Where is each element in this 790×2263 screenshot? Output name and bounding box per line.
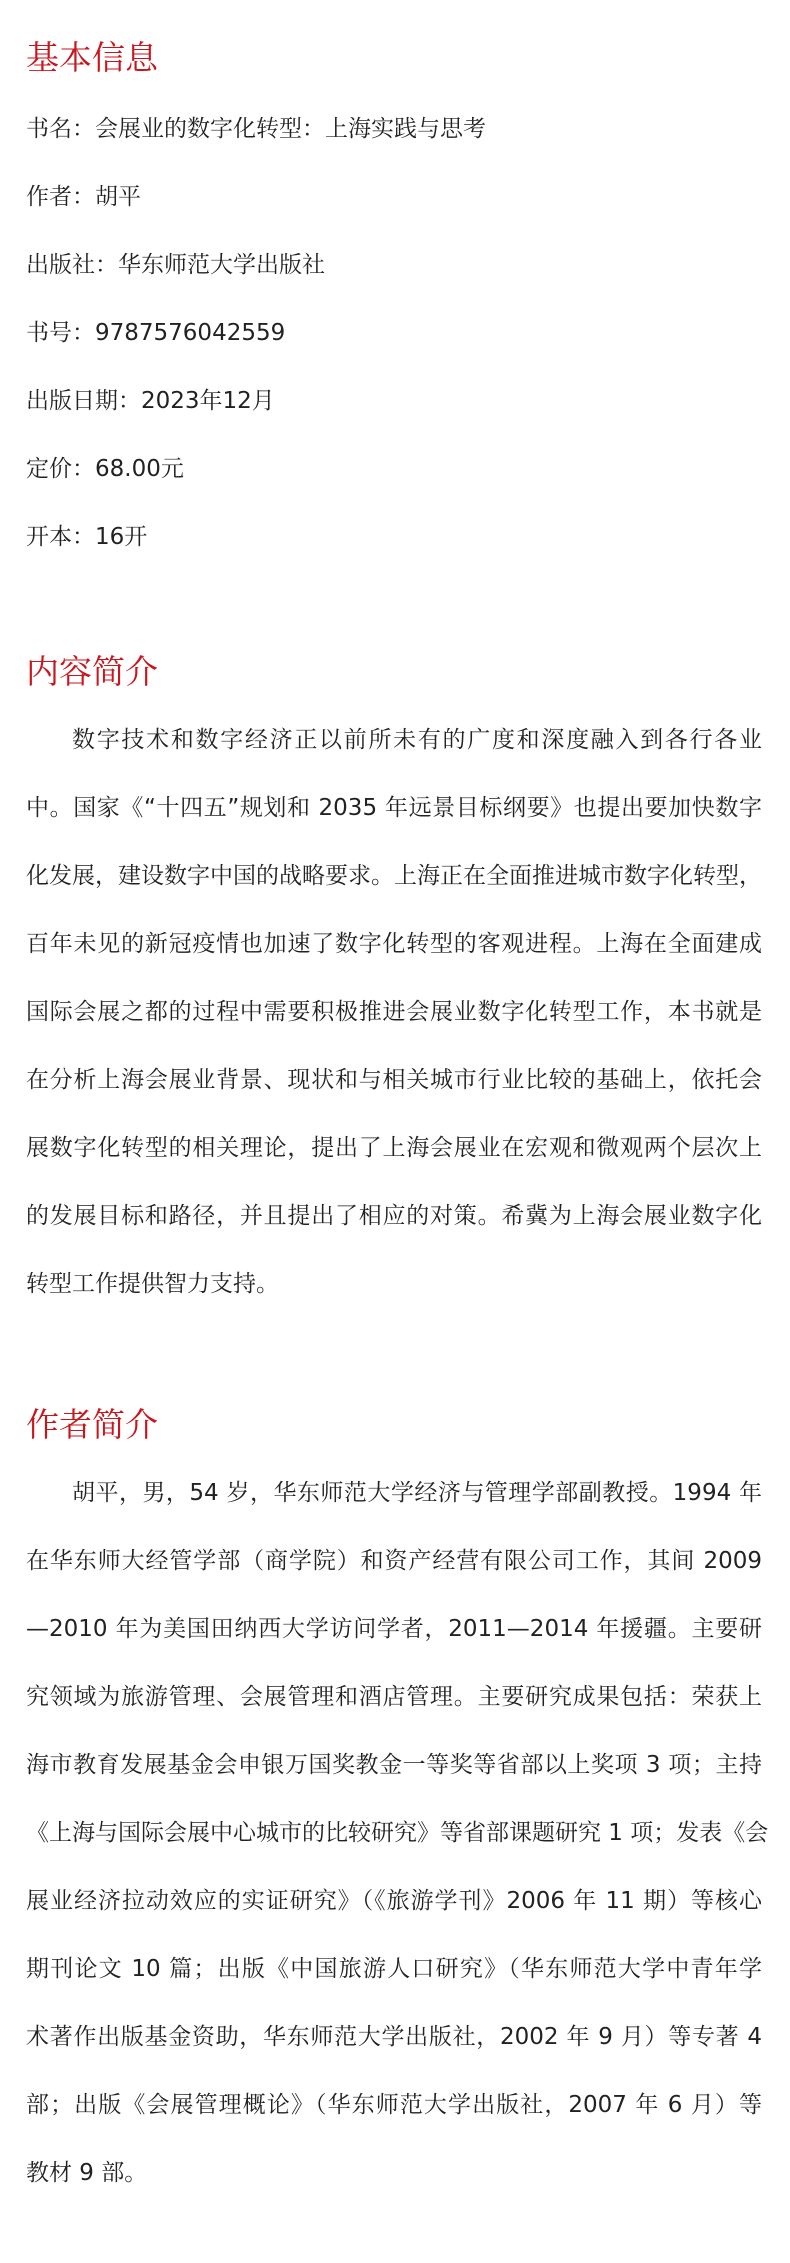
summary-paragraph <box>26 706 762 1318</box>
summary-line: 化发展，建设数字中国的战略要求。上海正在全面推进城市数字化转型， <box>26 863 762 889</box>
summary-line: 转型工作提供智力支持。 <box>26 1271 279 1297</box>
author-bio-line: 教材 9 部。 <box>26 2160 148 2186</box>
summary-line: 中。国家《“十四五”规划和 2035 年远景目标纲要》也提出要加快数字 <box>26 795 762 821</box>
price-line: 定价：68.00元 <box>26 456 184 482</box>
basic-info-heading: 基本信息 <box>26 38 158 77</box>
author-bio-line: 海市教育发展基金会申银万国奖教金一等奖等省部以上奖项 3 项；主持 <box>26 1752 762 1778</box>
summary-line: 百年未见的新冠疫情也加速了数字化转型的客观进程。上海在全面建成 <box>26 931 762 957</box>
summary-line: 在分析上海会展业背景、现状和与相关城市行业比较的基础上，依托会 <box>26 1067 762 1093</box>
author-bio-paragraph <box>26 1459 769 2207</box>
author-bio-line: 期刊论文 10 篇；出版《中国旅游人口研究》（华东师范大学中青年学 <box>26 1956 762 1982</box>
book-title-line: 书名：会展业的数字化转型：上海实践与思考 <box>26 116 486 142</box>
author-line: 作者：胡平 <box>26 184 141 210</box>
summary-heading: 内容简介 <box>26 652 158 691</box>
author-bio-heading: 作者简介 <box>26 1405 158 1444</box>
author-bio-line: 胡平，男，54 岁，华东师范大学经济与管理学部副教授。1994 年 <box>72 1480 762 1506</box>
format-line: 开本：16开 <box>26 524 148 550</box>
author-bio-line: 究领域为旅游管理、会展管理和酒店管理。主要研究成果包括：荣获上 <box>26 1684 762 1710</box>
author-bio-line: 在华东师大经管学部（商学院）和资产经营有限公司工作，其间 2009 <box>26 1548 762 1574</box>
summary-line: 国际会展之都的过程中需要积极推进会展业数字化转型工作，本书就是 <box>26 999 762 1025</box>
publisher-line: 出版社：华东师范大学出版社 <box>26 252 325 278</box>
author-bio-line: —2010 年为美国田纳西大学访问学者，2011—2014 年援疆。主要研 <box>26 1616 762 1642</box>
summary-line: 数字技术和数字经济正以前所未有的广度和深度融入到各行各业 <box>72 727 762 753</box>
publish-date-line: 出版日期：2023年12月 <box>26 388 275 414</box>
author-bio-line: 术著作出版基金资助，华东师范大学出版社，2002 年 9 月）等专著 4 <box>26 2024 762 2050</box>
isbn-line: 书号：9787576042559 <box>26 320 286 346</box>
summary-line: 的发展目标和路径，并且提出了相应的对策。希冀为上海会展业数字化 <box>26 1203 762 1229</box>
author-bio-line: 《上海与国际会展中心城市的比较研究》等省部课题研究 1 项；发表《会 <box>26 1820 769 1846</box>
author-bio-line: 展业经济拉动效应的实证研究》（《旅游学刊》2006 年 11 期）等核心 <box>26 1888 762 1914</box>
author-bio-line: 部；出版《会展管理概论》（华东师范大学出版社，2007 年 6 月）等 <box>26 2092 762 2118</box>
summary-line: 展数字化转型的相关理论，提出了上海会展业在宏观和微观两个层次上 <box>26 1135 762 1161</box>
